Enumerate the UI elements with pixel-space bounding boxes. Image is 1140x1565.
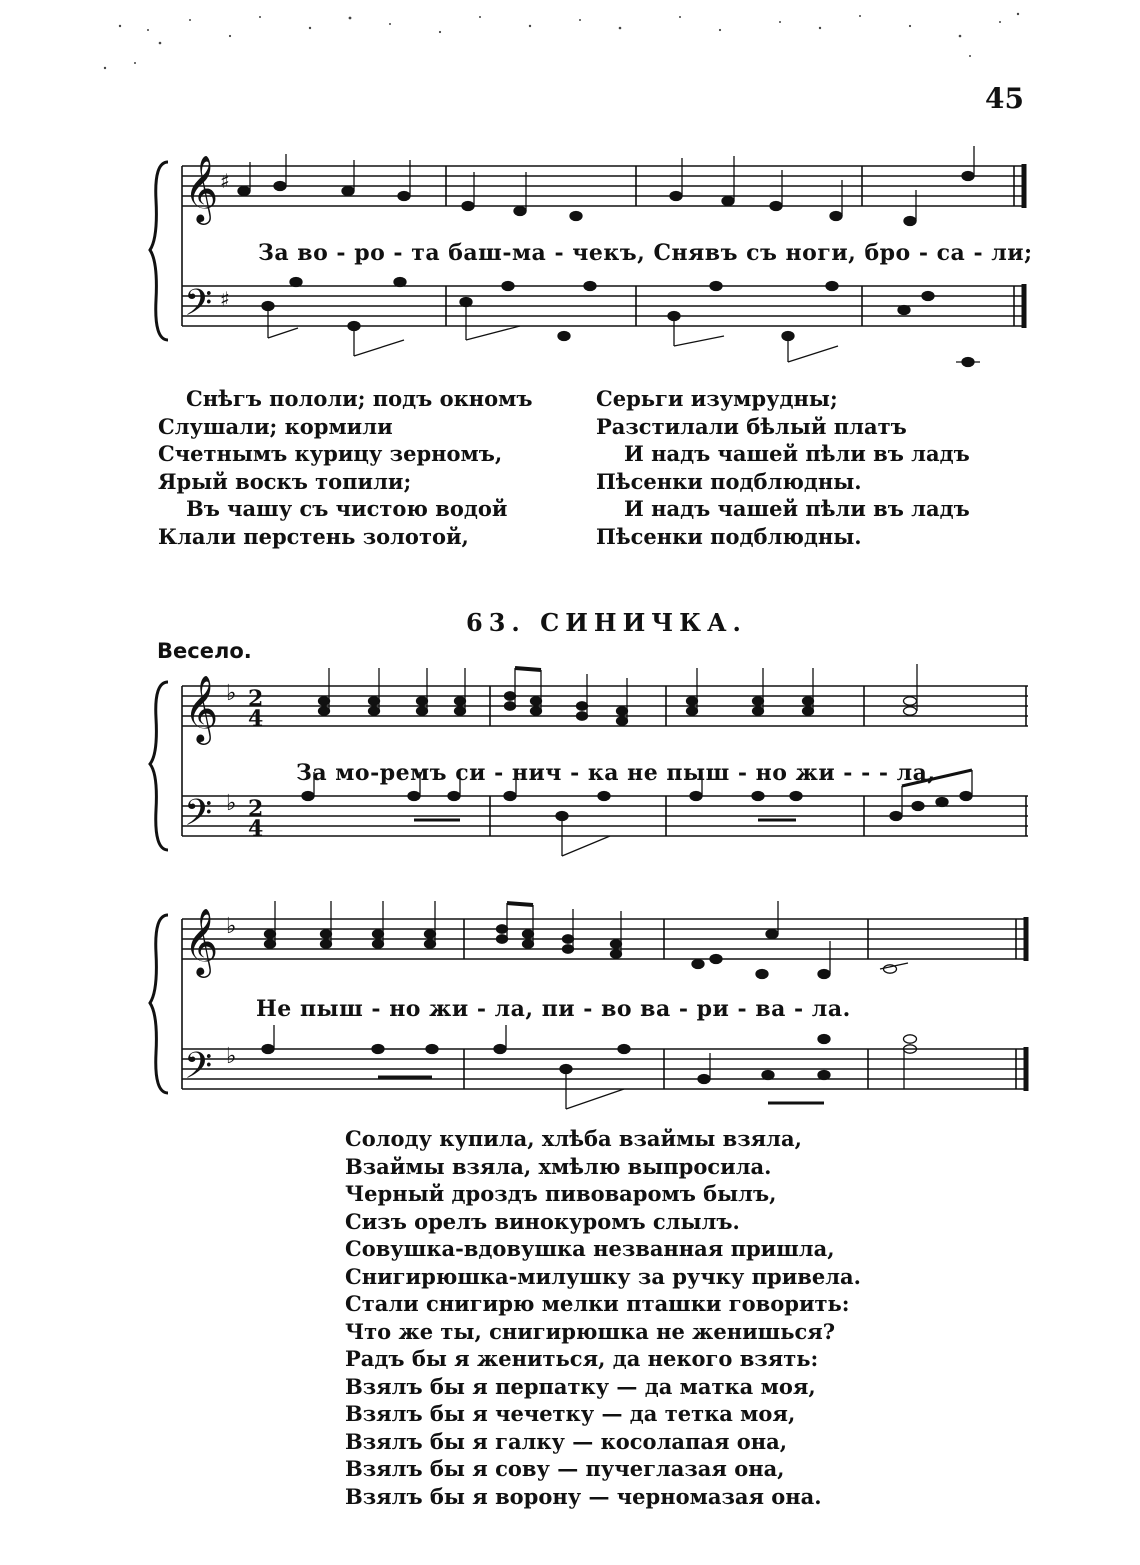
verse-line: Взялъ бы я ворону — черномазая она. [345, 1483, 822, 1509]
svg-text:♭: ♭ [226, 681, 237, 706]
verse-line: Серьги изумрудны; [596, 386, 838, 411]
lyrics-sinichka-line-1: За мо-ремъ си - нич - ка не пыш - но жи - - - ла, [296, 760, 936, 786]
verse-line: Стали снигирю мелки пташки говорить: [345, 1291, 850, 1316]
verse-line: Разстилали бѣлый платъ [596, 413, 907, 439]
svg-text:𝄢: 𝄢 [184, 792, 213, 843]
svg-text:♭: ♭ [226, 791, 237, 816]
verse-sinichka [345, 1125, 861, 1510]
verse-left-column [158, 385, 532, 550]
verse-line: Взялъ бы я перпатку — да матка моя, [345, 1373, 816, 1399]
verse-line: И надъ чашей пѣли въ ладъ [624, 496, 970, 521]
svg-text:4: 4 [248, 816, 264, 842]
svg-text:♭: ♭ [226, 1044, 237, 1069]
verse-line: Ярый воскъ топили; [158, 468, 412, 494]
svg-text:2: 2 [248, 686, 264, 712]
svg-text:𝄞: 𝄞 [184, 907, 219, 975]
verse-line: Солоду купила, хлѣба взаймы взяла, [345, 1126, 802, 1151]
svg-text:𝄞: 𝄞 [184, 674, 219, 742]
svg-text:2: 2 [248, 796, 264, 822]
verse-line: Слушали; кормили [158, 413, 393, 439]
verse-line: Въ чашу съ чистою водой [186, 496, 508, 521]
svg-text:𝄞: 𝄞 [184, 154, 219, 222]
verse-line: Взаймы взяла, хмѣлю выпросила. [345, 1153, 772, 1179]
lyrics-sinichka-line-2: Не пыш - но жи - ла, пи - во ва - ри - ва - ла. [256, 996, 851, 1022]
verse-line: Совушка-вдовушка незванная пришла, [345, 1236, 835, 1261]
tempo-marking: Весело. [157, 639, 252, 663]
verse-line: Сизъ орелъ винокуромъ слылъ. [345, 1208, 740, 1234]
svg-text:♯: ♯ [220, 287, 230, 311]
scan-speckles [100, 8, 1040, 78]
verse-line: Радъ бы я жениться, да некого взять: [345, 1346, 819, 1371]
verse-right-column [596, 385, 970, 550]
svg-text:♯: ♯ [220, 169, 230, 193]
verse-line: Черный дроздъ пивоваромъ былъ, [345, 1181, 777, 1206]
svg-text:𝄢: 𝄢 [184, 282, 213, 333]
verse-line: Клали перстень золотой, [158, 523, 469, 549]
verse-line: Пѣсенки подблюдны. [596, 523, 862, 549]
verse-line: Взялъ бы я галку — косолапая она, [345, 1428, 788, 1454]
verse-line: Взялъ бы я чечетку — да тетка моя, [345, 1401, 796, 1426]
verse-line: Пѣсенки подблюдны. [596, 468, 862, 494]
verse-line: Снигирюшка-милушку за ручку привела. [345, 1263, 861, 1289]
verse-line: Счетнымъ курицу зерномъ, [158, 441, 503, 466]
page-number: 45 [985, 82, 1024, 115]
svg-text:♭: ♭ [226, 914, 237, 939]
svg-text:4: 4 [248, 706, 264, 732]
verse-line: И надъ чашей пѣли въ ладъ [624, 441, 970, 466]
verse-line: Что же ты, снигирюшка не женишься? [345, 1318, 836, 1344]
verse-line: Снѣгъ пололи; подъ окномъ [186, 386, 533, 411]
song-title: 63. СИНИЧКА. [466, 608, 747, 637]
svg-text:𝄢: 𝄢 [184, 1045, 213, 1096]
verse-line: Взялъ бы я сову — пучеглазая она, [345, 1456, 785, 1481]
lyrics-previous-song: За во - ро - та баш-ма - чекъ, Снявъ съ ноги, бро - са - ли; [258, 240, 1033, 266]
